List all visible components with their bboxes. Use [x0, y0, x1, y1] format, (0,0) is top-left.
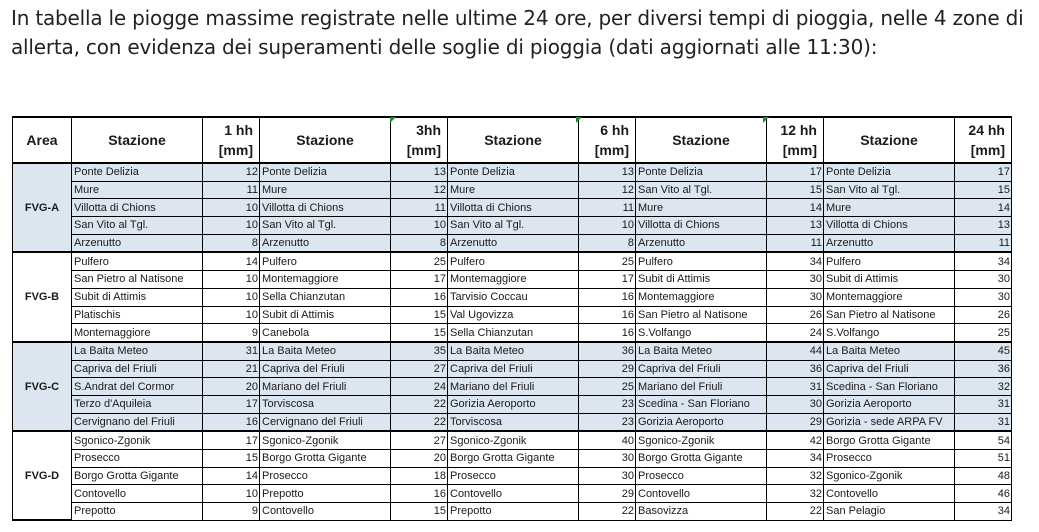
rain-value-cell: 26 [955, 306, 1012, 324]
rain-value-cell: 30 [767, 288, 824, 306]
rain-value-cell: 31 [955, 413, 1012, 431]
station-cell: Sgonico-Zgonik [260, 431, 391, 449]
station-cell: Torviscosa [260, 395, 391, 413]
table-row [13, 360, 1012, 378]
station-cell: Pulfero [260, 252, 391, 270]
station-cell: Capriva del Friuli [260, 360, 391, 378]
station-cell: Terzo d'Aquileia [72, 395, 203, 413]
rain-value-cell: 31 [955, 395, 1012, 413]
table-row [13, 431, 1012, 449]
rainfall-table [12, 116, 1012, 521]
station-cell: Arzenutto [448, 234, 579, 252]
station-cell: Gorizia Aeroporto [636, 413, 767, 431]
header-6h-unit: [mm] [594, 142, 629, 158]
rain-value-cell: 10 [203, 217, 260, 235]
table-row [13, 485, 1012, 503]
rain-value-cell: 31 [203, 342, 260, 360]
station-cell: Mure [448, 181, 579, 199]
rain-value-cell: 22 [767, 503, 824, 521]
header-12h-unit: [mm] [782, 142, 817, 158]
rain-value-cell: 54 [955, 431, 1012, 449]
area-cell: FVG-D [13, 431, 72, 520]
rain-value-cell: 13 [391, 163, 448, 181]
rain-value-cell: 17 [391, 271, 448, 289]
station-cell: La Baita Meteo [448, 342, 579, 360]
station-cell: Villotta di Chions [260, 199, 391, 217]
rain-value-cell: 12 [391, 181, 448, 199]
rain-value-cell: 10 [203, 306, 260, 324]
rain-value-cell: 31 [767, 378, 824, 396]
station-cell: Capriva del Friuli [824, 360, 955, 378]
station-cell: Borgo Grotta Gigante [824, 431, 955, 449]
station-cell: Prepotto [72, 503, 203, 521]
rain-value-cell: 16 [391, 288, 448, 306]
station-cell: San Vito al Tgl. [636, 181, 767, 199]
header-24h-label: 24 hh [968, 122, 1005, 138]
rain-value-cell: 8 [203, 234, 260, 252]
rain-value-cell: 11 [767, 234, 824, 252]
station-cell: Ponte Delizia [824, 163, 955, 181]
station-cell: Arzenutto [824, 234, 955, 252]
rain-value-cell: 36 [767, 360, 824, 378]
station-cell: Capriva del Friuli [448, 360, 579, 378]
rain-value-cell: 16 [579, 288, 636, 306]
station-cell: S.Volfango [824, 324, 955, 342]
rain-value-cell: 22 [391, 413, 448, 431]
rain-value-cell: 30 [955, 288, 1012, 306]
station-cell: Borgo Grotta Gigante [72, 467, 203, 485]
header-24h [955, 117, 1012, 163]
station-cell: Borgo Grotta Gigante [636, 450, 767, 468]
rain-value-cell: 17 [767, 163, 824, 181]
rain-value-cell: 44 [767, 342, 824, 360]
rain-value-cell: 36 [955, 360, 1012, 378]
station-cell: Mariano del Friuli [448, 378, 579, 396]
station-cell: Mariano del Friuli [636, 378, 767, 396]
station-cell: San Pietro al Natisone [72, 271, 203, 289]
station-cell: La Baita Meteo [636, 342, 767, 360]
table-row [13, 306, 1012, 324]
rain-value-cell: 17 [203, 395, 260, 413]
rain-value-cell: 14 [955, 199, 1012, 217]
station-cell: Canebola [260, 324, 391, 342]
station-cell: Ponte Delizia [260, 163, 391, 181]
area-cell: FVG-C [13, 342, 72, 431]
rain-value-cell: 34 [955, 503, 1012, 521]
rain-value-cell: 23 [579, 395, 636, 413]
station-cell: Villotta di Chions [824, 217, 955, 235]
header-station-6h: Stazione [448, 117, 579, 163]
station-cell: Prosecco [824, 450, 955, 468]
rain-value-cell: 8 [391, 234, 448, 252]
table-row [13, 271, 1012, 289]
comment-marker-3h [390, 117, 396, 123]
rain-value-cell: 36 [579, 342, 636, 360]
station-cell: Villotta di Chions [448, 199, 579, 217]
station-cell: Scedina - San Floriano [636, 395, 767, 413]
station-cell: Torviscosa [448, 413, 579, 431]
rain-value-cell: 30 [767, 395, 824, 413]
station-cell: San Vito al Tgl. [824, 181, 955, 199]
rain-value-cell: 25 [391, 252, 448, 270]
station-cell: Ponte Delizia [72, 163, 203, 181]
rain-value-cell: 20 [203, 378, 260, 396]
rain-value-cell: 10 [391, 217, 448, 235]
station-cell: Gorizia Aeroporto [824, 395, 955, 413]
table-row [13, 163, 1012, 181]
station-cell: La Baita Meteo [72, 342, 203, 360]
station-cell: Platischis [72, 306, 203, 324]
station-cell: Capriva del Friuli [636, 360, 767, 378]
rain-value-cell: 32 [767, 485, 824, 503]
rain-value-cell: 11 [955, 234, 1012, 252]
rain-value-cell: 25 [955, 324, 1012, 342]
station-cell: Pulfero [824, 252, 955, 270]
rain-value-cell: 34 [955, 252, 1012, 270]
rain-value-cell: 12 [203, 163, 260, 181]
rain-value-cell: 14 [203, 467, 260, 485]
station-cell: San Vito al Tgl. [72, 217, 203, 235]
header-6h-label: 6 hh [600, 122, 629, 138]
table-row [13, 234, 1012, 252]
header-3h-unit: [mm] [406, 142, 441, 158]
station-cell: S.Andrat del Cormor [72, 378, 203, 396]
rain-value-cell: 35 [391, 342, 448, 360]
station-cell: Sgonico-Zgonik [72, 431, 203, 449]
station-cell: Pulfero [72, 252, 203, 270]
table-row [13, 467, 1012, 485]
rain-value-cell: 18 [391, 467, 448, 485]
header-6h [579, 117, 636, 163]
station-cell: Scedina - San Floriano [824, 378, 955, 396]
table-row [13, 342, 1012, 360]
rain-value-cell: 24 [391, 378, 448, 396]
rain-value-cell: 16 [203, 413, 260, 431]
rain-value-cell: 21 [203, 360, 260, 378]
table-row [13, 450, 1012, 468]
rain-value-cell: 45 [955, 342, 1012, 360]
station-cell: Tarvisio Coccau [448, 288, 579, 306]
area-cell: FVG-B [13, 252, 72, 341]
table-row [13, 395, 1012, 413]
rain-value-cell: 9 [203, 324, 260, 342]
station-cell: Montemaggiore [636, 288, 767, 306]
comment-marker-6h [576, 117, 582, 123]
rain-value-cell: 25 [579, 252, 636, 270]
header-3h [391, 117, 448, 163]
area-cell: FVG-A [13, 163, 72, 252]
rain-value-cell: 10 [203, 485, 260, 503]
header-area: Area [13, 117, 72, 163]
rain-value-cell: 30 [579, 467, 636, 485]
station-cell: Subit di Attimis [636, 271, 767, 289]
rain-value-cell: 30 [767, 271, 824, 289]
station-cell: Sella Chianzutan [448, 324, 579, 342]
header-1h-label: 1 hh [224, 122, 253, 138]
rain-value-cell: 34 [767, 450, 824, 468]
rain-value-cell: 27 [391, 360, 448, 378]
table-body [13, 163, 1012, 520]
station-cell: Mure [72, 181, 203, 199]
rain-value-cell: 15 [955, 181, 1012, 199]
rain-value-cell: 32 [767, 467, 824, 485]
rain-value-cell: 15 [391, 306, 448, 324]
rain-value-cell: 20 [391, 450, 448, 468]
station-cell: Contovello [448, 485, 579, 503]
rain-value-cell: 25 [579, 378, 636, 396]
station-cell: Capriva del Friuli [72, 360, 203, 378]
station-cell: Sgonico-Zgonik [636, 431, 767, 449]
table-row [13, 288, 1012, 306]
header-station-3h: Stazione [260, 117, 391, 163]
station-cell: Borgo Grotta Gigante [448, 450, 579, 468]
table-row [13, 413, 1012, 431]
rain-value-cell: 29 [579, 485, 636, 503]
rain-value-cell: 11 [203, 181, 260, 199]
station-cell: San Vito al Tgl. [260, 217, 391, 235]
rain-value-cell: 16 [579, 324, 636, 342]
station-cell: Villotta di Chions [636, 217, 767, 235]
station-cell: Val Ugovizza [448, 306, 579, 324]
rain-value-cell: 16 [579, 306, 636, 324]
rain-value-cell: 13 [767, 217, 824, 235]
station-cell: Sgonico-Zgonik [448, 431, 579, 449]
header-station-12h: Stazione [636, 117, 767, 163]
station-cell: Montemaggiore [824, 288, 955, 306]
station-cell: Pulfero [636, 252, 767, 270]
station-cell: Prepotto [448, 503, 579, 521]
station-cell: Ponte Delizia [636, 163, 767, 181]
station-cell: Contovello [636, 485, 767, 503]
header-station-1h: Stazione [72, 117, 203, 163]
station-cell: Prosecco [72, 450, 203, 468]
rain-value-cell: 10 [203, 271, 260, 289]
rain-value-cell: 16 [391, 485, 448, 503]
rain-value-cell: 10 [203, 288, 260, 306]
table-header-row [13, 117, 1012, 163]
station-cell: Montemaggiore [72, 324, 203, 342]
station-cell: Subit di Attimis [72, 288, 203, 306]
rain-value-cell: 48 [955, 467, 1012, 485]
rain-value-cell: 15 [391, 324, 448, 342]
rain-value-cell: 15 [767, 181, 824, 199]
rain-value-cell: 10 [203, 199, 260, 217]
station-cell: Gorizia - sede ARPA FV [824, 413, 955, 431]
rain-value-cell: 11 [391, 199, 448, 217]
station-cell: Mure [260, 181, 391, 199]
station-cell: Basovizza [636, 503, 767, 521]
rain-value-cell: 32 [955, 378, 1012, 396]
header-1h-unit: [mm] [218, 142, 253, 158]
station-cell: Contovello [72, 485, 203, 503]
rain-value-cell: 22 [579, 503, 636, 521]
intro-paragraph: In tabella le piogge massime registrate nelle ultime 24 ore, per diversi tempi di pioggia, nelle 4 zone di allerta, con evidenza dei superamenti delle soglie di pioggia (dati aggiornati alle 11:30): [11, 6, 1024, 59]
header-station-24h: Stazione [824, 117, 955, 163]
rain-value-cell: 14 [767, 199, 824, 217]
header-3h-label: 3hh [416, 122, 441, 138]
rain-value-cell: 11 [579, 199, 636, 217]
table-row [13, 503, 1012, 521]
rain-value-cell: 29 [579, 360, 636, 378]
table-row [13, 181, 1012, 199]
station-cell: Montemaggiore [448, 271, 579, 289]
rain-value-cell: 8 [579, 234, 636, 252]
station-cell: Arzenutto [260, 234, 391, 252]
station-cell: Contovello [824, 485, 955, 503]
rain-value-cell: 40 [579, 431, 636, 449]
station-cell: Prosecco [636, 467, 767, 485]
station-cell: Prepotto [260, 485, 391, 503]
rain-value-cell: 26 [767, 306, 824, 324]
station-cell: Gorizia Aeroporto [448, 395, 579, 413]
rain-value-cell: 13 [955, 217, 1012, 235]
rain-value-cell: 22 [391, 395, 448, 413]
rain-value-cell: 17 [955, 163, 1012, 181]
station-cell: Cervignano del Friuli [72, 413, 203, 431]
rain-value-cell: 17 [579, 271, 636, 289]
station-cell: Sgonico-Zgonik [824, 467, 955, 485]
station-cell: Montemaggiore [260, 271, 391, 289]
rain-value-cell: 29 [767, 413, 824, 431]
rain-value-cell: 30 [955, 271, 1012, 289]
station-cell: San Pietro al Natisone [636, 306, 767, 324]
station-cell: Prosecco [448, 467, 579, 485]
header-24h-unit: [mm] [970, 142, 1005, 158]
header-12h [767, 117, 824, 163]
rain-value-cell: 27 [391, 431, 448, 449]
station-cell: Sella Chianzutan [260, 288, 391, 306]
station-cell: Subit di Attimis [260, 306, 391, 324]
table-row [13, 324, 1012, 342]
station-cell: Subit di Attimis [824, 271, 955, 289]
station-cell: San Pietro al Natisone [824, 306, 955, 324]
comment-marker-12h [763, 117, 769, 123]
station-cell: Mure [636, 199, 767, 217]
rain-value-cell: 51 [955, 450, 1012, 468]
rain-value-cell: 30 [579, 450, 636, 468]
rain-value-cell: 15 [203, 450, 260, 468]
rain-value-cell: 15 [391, 503, 448, 521]
rain-value-cell: 24 [767, 324, 824, 342]
station-cell: Borgo Grotta Gigante [260, 450, 391, 468]
rain-value-cell: 42 [767, 431, 824, 449]
rain-value-cell: 46 [955, 485, 1012, 503]
station-cell: San Vito al Tgl. [448, 217, 579, 235]
rain-value-cell: 17 [203, 431, 260, 449]
station-cell: S.Volfango [636, 324, 767, 342]
station-cell: Mariano del Friuli [260, 378, 391, 396]
rain-value-cell: 34 [767, 252, 824, 270]
table-row [13, 252, 1012, 270]
station-cell: Mure [824, 199, 955, 217]
rain-value-cell: 13 [579, 163, 636, 181]
table-row [13, 217, 1012, 235]
station-cell: Prosecco [260, 467, 391, 485]
rain-value-cell: 14 [203, 252, 260, 270]
table-row [13, 199, 1012, 217]
rain-value-cell: 10 [579, 217, 636, 235]
rain-value-cell: 12 [579, 181, 636, 199]
station-cell: Contovello [260, 503, 391, 521]
station-cell: Cervignano del Friuli [260, 413, 391, 431]
station-cell: Arzenutto [636, 234, 767, 252]
header-1h [203, 117, 260, 163]
rain-value-cell: 9 [203, 503, 260, 521]
station-cell: Villotta di Chions [72, 199, 203, 217]
table-row [13, 378, 1012, 396]
station-cell: La Baita Meteo [824, 342, 955, 360]
station-cell: San Pelagio [824, 503, 955, 521]
station-cell: La Baita Meteo [260, 342, 391, 360]
header-12h-label: 12 hh [780, 122, 817, 138]
station-cell: Pulfero [448, 252, 579, 270]
station-cell: Ponte Delizia [448, 163, 579, 181]
station-cell: Arzenutto [72, 234, 203, 252]
rain-value-cell: 23 [579, 413, 636, 431]
